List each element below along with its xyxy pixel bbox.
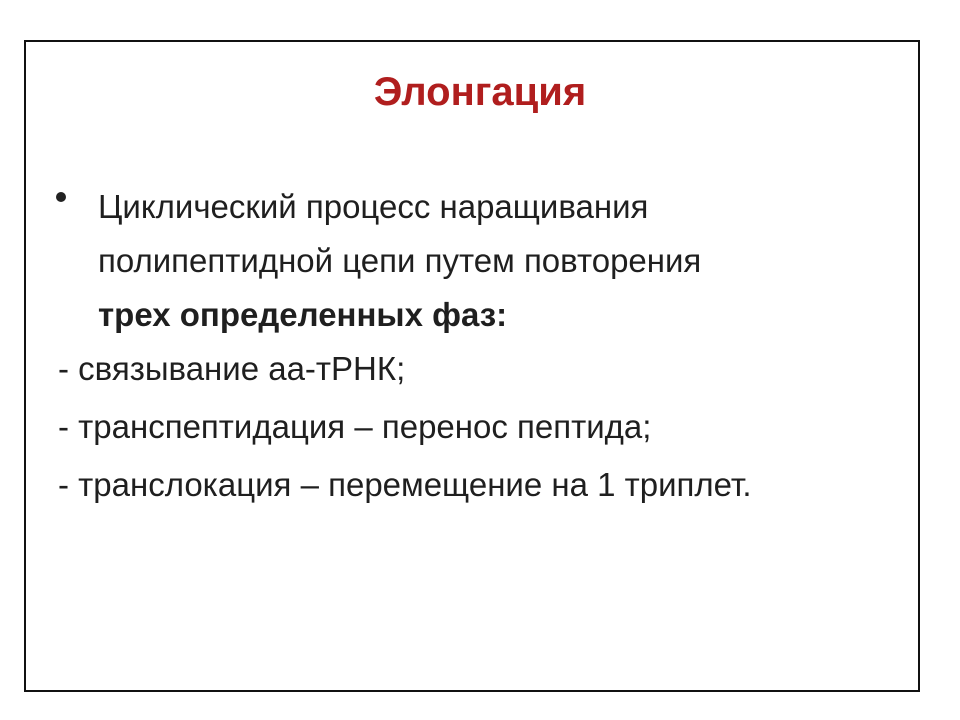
bullet-line-3: трех определенных фаз: (98, 296, 508, 333)
bullet-item (56, 180, 856, 342)
bullet-line-1: Циклический процесс наращивания (98, 188, 649, 225)
bullet-dot-icon (56, 192, 66, 202)
bullet-line-2: полипептидной цепи путем повторения (98, 242, 702, 279)
phase-item-transpeptidation: - транспептидация – перенос пептида; (58, 408, 652, 445)
slide-title: Элонгация (373, 70, 587, 114)
phase-item-binding: - связывание аа-тРНК; (58, 350, 406, 387)
phase-item-translocation: - транслокация – перемещение на 1 триплет. (58, 466, 752, 503)
bullet-text (98, 180, 856, 342)
phase-list (58, 340, 898, 514)
